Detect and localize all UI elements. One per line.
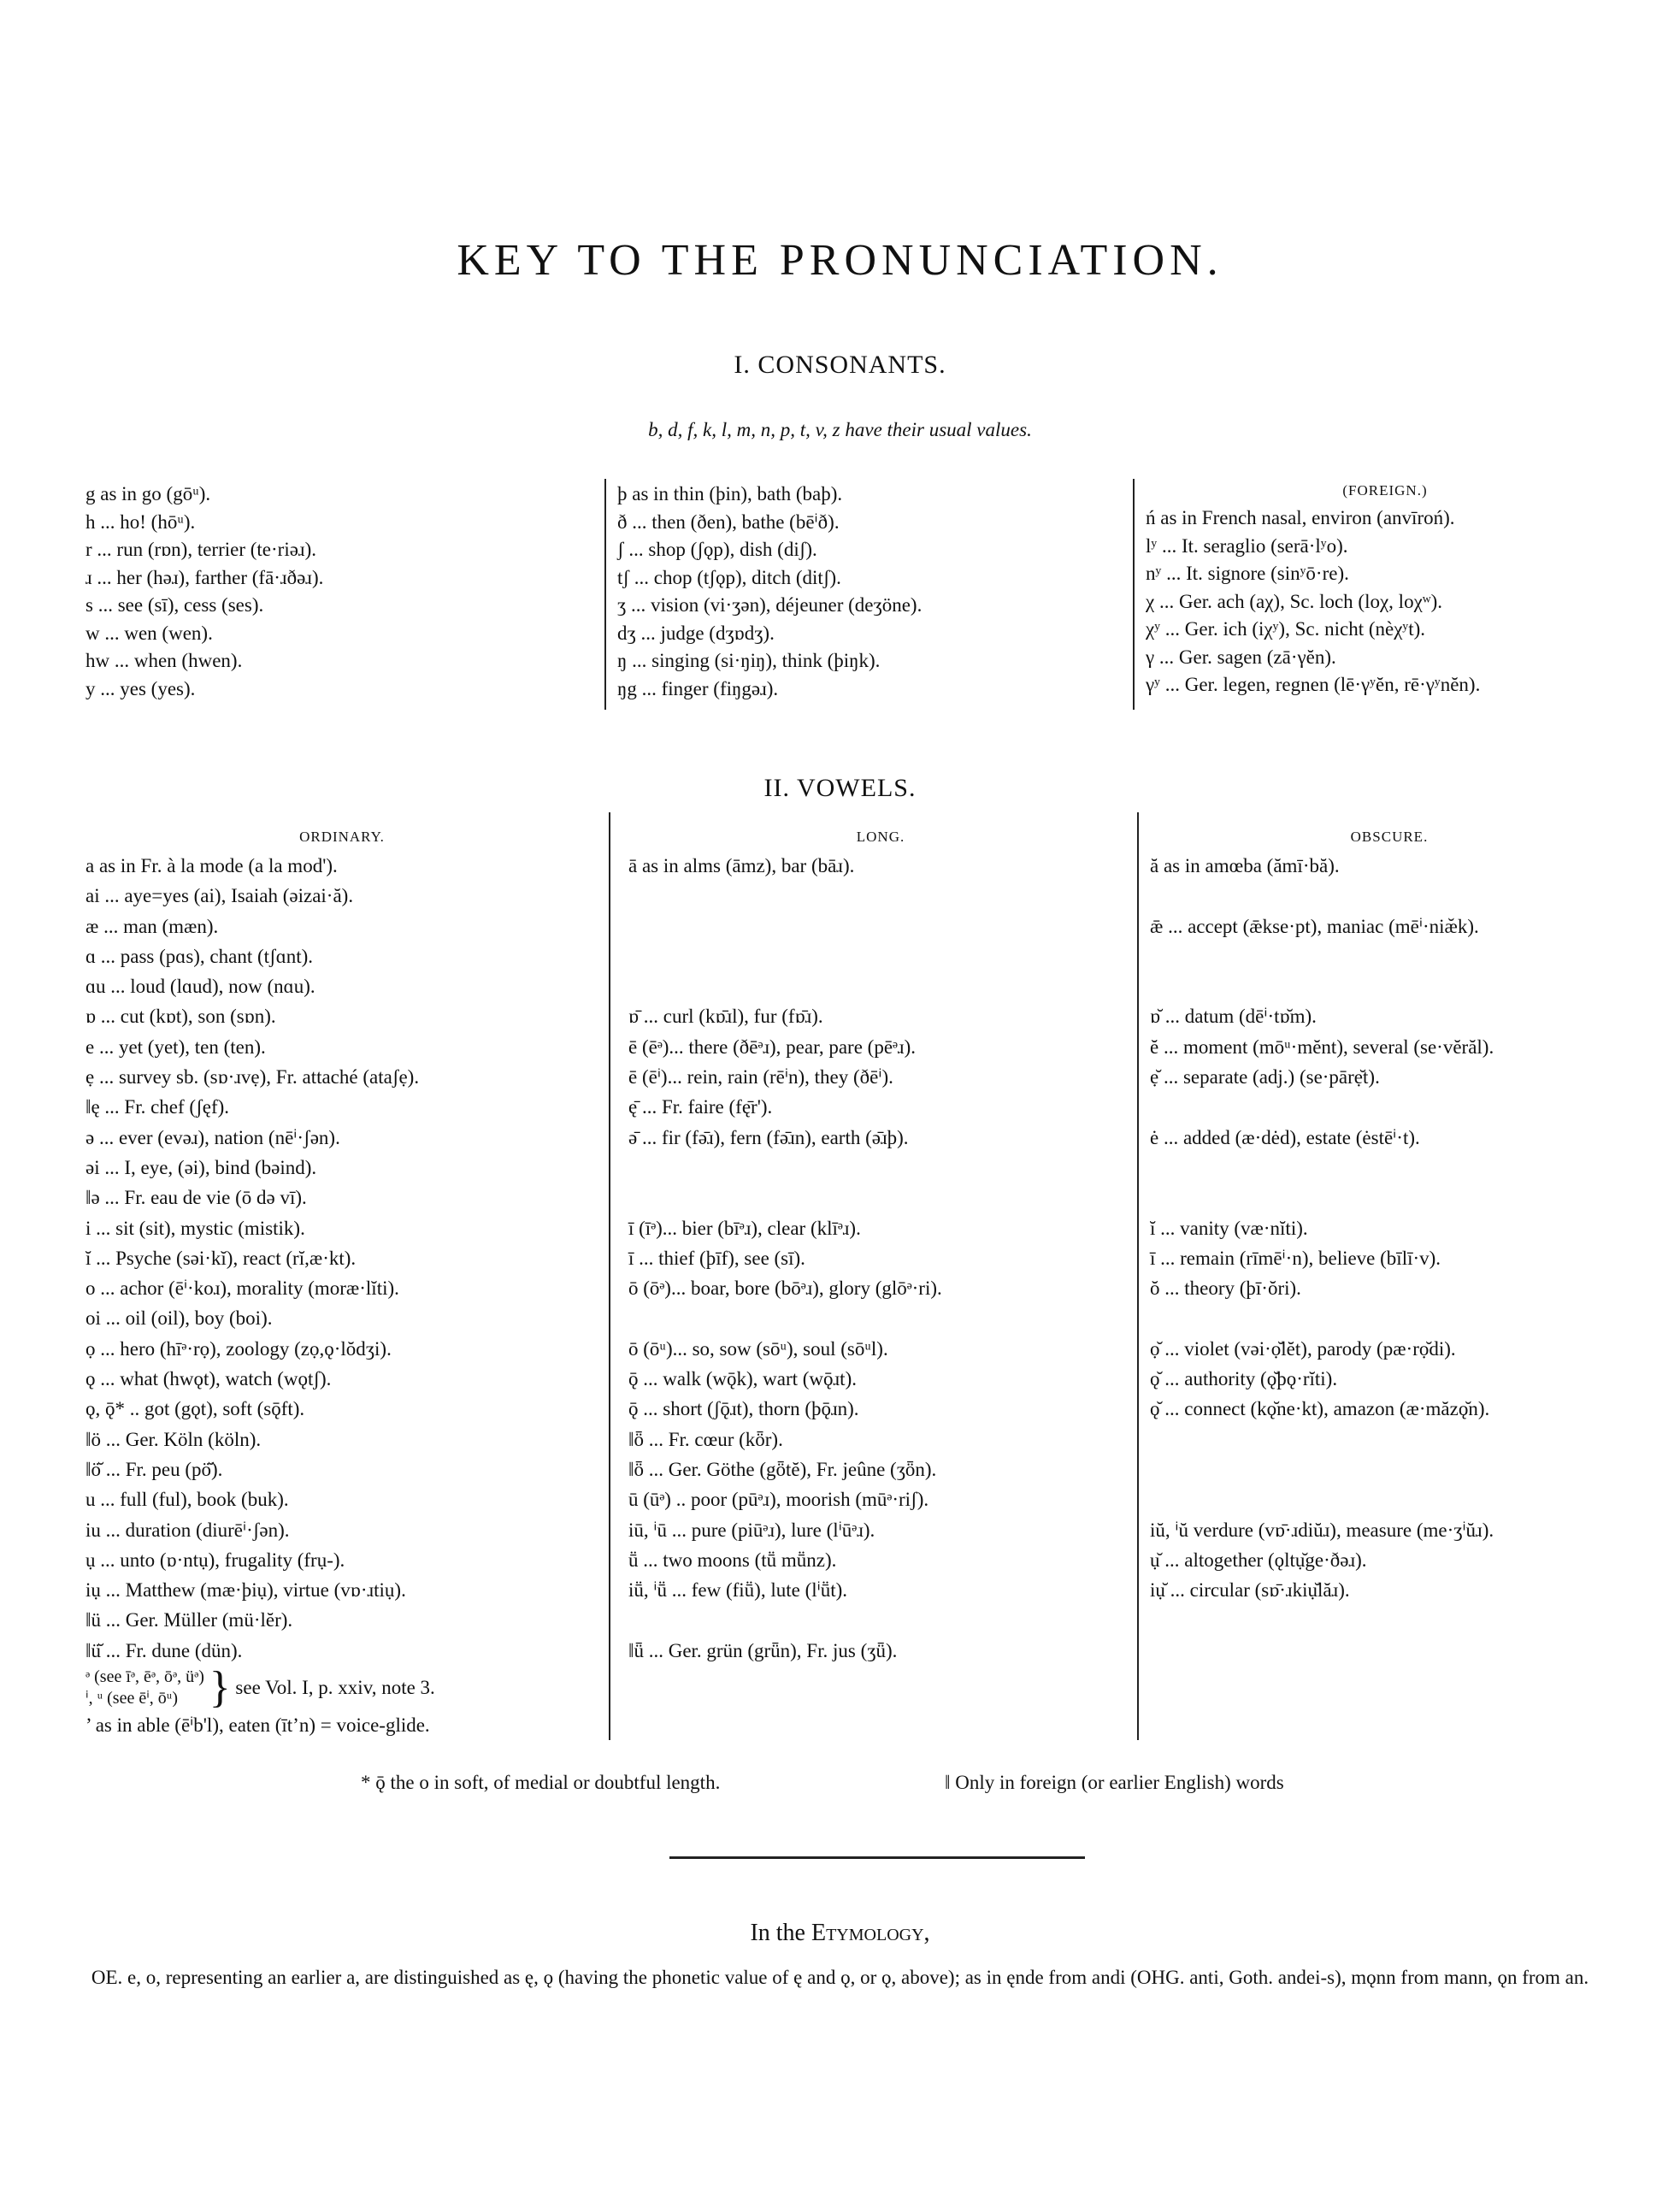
ordinary-vowel-entry: ǫ ... what (hwǫt), watch (wǫtʃ). bbox=[85, 1368, 332, 1390]
obscure-vowel-entry: ụ̆ ... altogether (ǫltụ̆ge·ðəɹ). bbox=[1150, 1549, 1367, 1571]
obscure-vowel-entry: iŭ, ⁱŭ verdure (vɒ̄·ɹdiŭɹ), measure (me·ʒⁱŭɹ). bbox=[1150, 1519, 1494, 1541]
etymology-text: OE. e, o, representing an earlier a, are distinguished as ę, ǫ (having the phonetic value of ę and ǫ, or ǫ, above); as in ęnde from andi (OHG. anti, Goth. andei-s), mǫnn from mann, ǫn from an. bbox=[91, 1967, 1589, 1988]
obscure-vowel-entry: ī ... remain (rīmēⁱ·n), believe (bīlī·v). bbox=[1150, 1247, 1441, 1269]
consonants-column-3 bbox=[1146, 477, 1624, 699]
ordinary-vowel-entry: iu ... duration (diurēⁱ·ʃən). bbox=[85, 1519, 290, 1541]
consonant-entry: ɹ ... her (həɹ), farther (fā·ɹðəɹ). bbox=[85, 566, 324, 588]
long-vowel-entry: ē (ēⁱ)... rein, rain (rēⁱn), they (ðēⁱ). bbox=[628, 1066, 893, 1089]
consonants-column-2 bbox=[617, 481, 1130, 703]
obscure-vowel-entry: ẹ̆ ... separate (adj.) (se·pārẹ̆t). bbox=[1150, 1066, 1380, 1089]
voice-glide-line: ’ as in able (ēⁱb'l), eaten (ītʼn) = voice-glide. bbox=[85, 1714, 430, 1737]
column-divider bbox=[609, 812, 610, 1740]
consonant-entry: ŋg ... finger (fiŋgəɹ). bbox=[617, 677, 779, 699]
long-vowel-entry: ō (ōᵊ)... boar, bore (bōᵊɹ), glory (glōᵊ·ri). bbox=[628, 1277, 942, 1300]
consonant-entry: þ as in thin (þin), bath (baþ). bbox=[617, 483, 843, 504]
page-title: KEY TO THE PRONUNCIATION. bbox=[457, 236, 1223, 285]
obscure-vowel-entry: iụ̆ ... circular (sɒ̄·ɹkiụ̆lăɹ). bbox=[1150, 1579, 1350, 1602]
long-vowel-entry bbox=[628, 1605, 1133, 1635]
ordinary-vowel-entry: ‖ö̆ ... Fr. peu (pö̆). bbox=[85, 1458, 223, 1480]
usual-values-note: b, d, f, k, l, m, n, p, t, v, z have their usual values. bbox=[648, 419, 1032, 440]
obscure-vowel-entry bbox=[1150, 1183, 1629, 1213]
consonant-entry: tʃ ... chop (tʃǫp), ditch (ditʃ). bbox=[617, 566, 841, 588]
foreign-consonant-entry: χʸ ... Ger. ich (iχʸ), Sc. nicht (nèχʸt). bbox=[1146, 618, 1426, 640]
ordinary-vowel-entry: u ... full (ful), book (buk). bbox=[85, 1489, 289, 1511]
long-vowel-entry bbox=[628, 1303, 1133, 1333]
ordinary-vowel-entry: ụ ... unto (ɒ·ntụ), frugality (frụ-). bbox=[85, 1549, 345, 1571]
brace-symbol: } bbox=[209, 1663, 231, 1713]
foreign-consonant-entry: nʸ ... It. signore (sinʸō·re). bbox=[1146, 563, 1349, 584]
ordinary-vowel-entry: a as in Fr. à la mode (a la mod'). bbox=[85, 855, 338, 876]
obscure-vowel-entry bbox=[1150, 1425, 1629, 1454]
foreign-consonant-entry: ń as in French nasal, environ (anvīroń). bbox=[1146, 507, 1455, 528]
ordinary-vowel-entry: ĭ ... Psyche (səi·kĭ), react (rĭ,æ·kt). bbox=[85, 1247, 357, 1269]
long-vowel-entry bbox=[628, 1153, 1133, 1183]
ordinary-vowel-entry: ‖ü ... Ger. Müller (mü·lĕr). bbox=[85, 1609, 293, 1631]
obscure-vowel-entry: ọ̆ ... violet (vəi·ọ̆lĕt), parody (pæ·rọ̆di). bbox=[1150, 1337, 1456, 1360]
glide-note bbox=[85, 1663, 598, 1713]
consonant-entry: g as in go (gōᵘ). bbox=[85, 483, 211, 504]
long-vowel-entry: iū, ⁱū ... pure (piūᵊɹ), lure (lⁱūᵊɹ). bbox=[628, 1519, 875, 1541]
long-vowel-entry: ō (ōᵘ)... so, sow (sōᵘ), soul (sōᵘl). bbox=[628, 1337, 888, 1360]
ordinary-vowel-entry: ‖ə ... Fr. eau de vie (ō də vī). bbox=[85, 1187, 307, 1209]
long-vowel-entry: ‖ǖ ... Ger. grün (grǖn), Fr. jus (ʒǖ). bbox=[628, 1639, 898, 1661]
consonant-entry: dʒ ... judge (dʒɒdʒ). bbox=[617, 622, 775, 644]
obscure-vowel-entry bbox=[1150, 941, 1629, 971]
etymology-heading-main: Etymology, bbox=[811, 1920, 930, 1946]
ordinary-vowel-entry: əi ... I, eye, (əi), bind (bəind). bbox=[85, 1156, 317, 1178]
consonant-entry: hw ... when (hwen). bbox=[85, 650, 243, 671]
long-vowel-entry: ɒ̄ ... curl (kɒ̄ɹl), fur (fɒ̄ɹ). bbox=[628, 1006, 823, 1028]
ordinary-vowel-entry: ə ... ever (evəɹ), nation (nēⁱ·ʃən). bbox=[85, 1126, 340, 1148]
glide-note-line-2: ⁱ, ᵘ (see ēⁱ, ōᵘ) bbox=[85, 1689, 178, 1708]
foreign-consonant-entry: γʸ ... Ger. legen, regnen (lē·γʸĕn, rē·γʸnĕn). bbox=[1146, 674, 1481, 695]
horizontal-rule bbox=[669, 1856, 1085, 1859]
obscure-vowel-entry bbox=[1150, 1636, 1629, 1666]
ordinary-vowel-entry: ‖ö ... Ger. Köln (köln). bbox=[85, 1428, 262, 1450]
etymology-heading bbox=[0, 1920, 1680, 1947]
consonants-column-1 bbox=[85, 481, 581, 703]
long-vowel-entry: ‖ȫ ... Fr. cœur (kȫr). bbox=[628, 1428, 783, 1450]
long-vowel-entry bbox=[628, 881, 1133, 911]
ordinary-heading: ORDINARY. bbox=[299, 829, 385, 845]
long-vowel-entry: ē (ēᵊ)... there (ðēᵊɹ), pear, pare (pēᵊɹ). bbox=[628, 1035, 916, 1058]
obscure-vowel-entry: ĭ ... vanity (væ·nĭti). bbox=[1150, 1217, 1308, 1239]
obscure-vowel-entry bbox=[1150, 1454, 1629, 1484]
consonant-entry: r ... run (rɒn), terrier (te·riəɹ). bbox=[85, 539, 316, 560]
column-divider bbox=[604, 479, 606, 710]
obscure-vowel-entry: ĕ ... moment (mōᵘ·mĕnt), several (se·vĕrăl). bbox=[1150, 1035, 1494, 1058]
obscure-vowel-entry bbox=[1150, 881, 1629, 911]
ordinary-vowel-entry: ɑu ... loud (lɑud), now (nɑu). bbox=[85, 976, 315, 998]
foreign-consonant-entry: lʸ ... It. seraglio (serā·lʸo). bbox=[1146, 534, 1348, 557]
obscure-heading: OBSCURE. bbox=[1350, 829, 1429, 845]
long-vowel-entry bbox=[628, 941, 1133, 971]
consonants-heading: I. CONSONANTS. bbox=[734, 351, 946, 379]
ordinary-vowel-entry: iụ ... Matthew (mæ·þiụ), virtue (vɒ·ɹtiụ). bbox=[85, 1579, 406, 1602]
obscure-vowel-entry: ă as in amœba (ămī·bă). bbox=[1150, 855, 1340, 876]
long-heading: LONG. bbox=[856, 829, 905, 845]
obscure-vowel-entry bbox=[1150, 1092, 1629, 1122]
foreign-consonant-entry: χ ... Ger. ach (aχ), Sc. loch (loχ, loχʷ). bbox=[1146, 590, 1443, 612]
long-vowel-entry: ǭ ... walk (wǭk), wart (wǭɹt). bbox=[628, 1368, 857, 1390]
obscure-vowel-entry: ŏ ... theory (þī·ŏri). bbox=[1150, 1277, 1301, 1300]
ordinary-vowel-entry: e ... yet (yet), ten (ten). bbox=[85, 1035, 266, 1058]
foreign-consonant-entry: γ ... Ger. sagen (zā·γĕn). bbox=[1146, 646, 1336, 668]
footnote-star: * ǭ the o in soft, of medial or doubtful length. bbox=[361, 1772, 721, 1793]
long-vowel-entry: iṻ, ⁱṻ ... few (fiṻ), lute (lⁱṻt). bbox=[628, 1579, 848, 1602]
long-vowel-entry: ę̄ ... Fr. faire (fę̄r'). bbox=[628, 1096, 773, 1118]
long-vowel-entry: ‖ȫ ... Ger. Göthe (gȫtĕ), Fr. jeûne (ʒȫn). bbox=[628, 1458, 937, 1480]
ordinary-vowel-entry: oi ... oil (oil), boy (boi). bbox=[85, 1307, 273, 1330]
etymology-heading-prefix: In the bbox=[750, 1920, 811, 1946]
ordinary-vowel-entry: ‖ę ... Fr. chef (ʃęf). bbox=[85, 1096, 230, 1118]
ordinary-vowel-entry: ọ ... hero (hīᵊ·rọ), zoology (zọ,ǫ·lŏdʒi). bbox=[85, 1337, 392, 1360]
long-vowel-entry: ī ... thief (þīf), see (sī). bbox=[628, 1247, 805, 1269]
ordinary-vowel-entry: i ... sit (sit), mystic (mistik). bbox=[85, 1217, 305, 1239]
glide-note-line-1: ᵊ (see īᵊ, ēᵊ, ōᵊ, üᵊ) bbox=[85, 1667, 204, 1687]
obscure-vowel-entry bbox=[1150, 1605, 1629, 1635]
obscure-vowel-entry bbox=[1150, 1153, 1629, 1183]
consonant-entry: ŋ ... singing (si·ŋiŋ), think (þiŋk). bbox=[617, 650, 881, 671]
long-vowel-entry bbox=[628, 1183, 1133, 1213]
vowels-obscure-column bbox=[1150, 823, 1629, 1666]
consonant-entry: h ... ho! (hōᵘ). bbox=[85, 510, 196, 533]
consonant-entry: w ... wen (wen). bbox=[85, 622, 213, 644]
foreign-heading: (FOREIGN.) bbox=[1342, 482, 1428, 499]
vowels-ordinary-column bbox=[85, 823, 598, 1740]
obscure-vowel-entry: ǫ̆ ... connect (kǫ̆ne·kt), amazon (æ·măzǫ̆n). bbox=[1150, 1398, 1490, 1420]
ordinary-vowel-entry: ɑ ... pass (pɑs), chant (tʃɑnt). bbox=[85, 945, 314, 967]
consonant-entry: ʃ ... shop (ʃǫp), dish (diʃ). bbox=[617, 539, 817, 560]
long-vowel-entry bbox=[628, 971, 1133, 1001]
long-vowel-entry: ǭ ... short (ʃǭɹt), thorn (þǭɹn). bbox=[628, 1398, 859, 1420]
long-vowel-entry: ə̄ ... fir (fə̄ɹ), fern (fə̄ɹn), earth (ə̄ɹþ). bbox=[628, 1126, 909, 1148]
obscure-vowel-entry: ɒ̆ ... datum (dēⁱ·tɒ̆m). bbox=[1150, 1006, 1317, 1028]
long-vowel-entry: ī (īᵊ)... bier (bīᵊɹ), clear (klīᵊɹ). bbox=[628, 1217, 861, 1239]
ordinary-vowel-entry: o ... achor (ēⁱ·koɹ), morality (moræ·lĭti). bbox=[85, 1277, 399, 1300]
consonant-entry: y ... yes (yes). bbox=[85, 677, 196, 699]
glide-note-reference: see Vol. I, p. xxiv, note 3. bbox=[235, 1677, 435, 1699]
obscure-vowel-entry: ė ... added (æ·dėd), estate (ėstēⁱ·t). bbox=[1150, 1126, 1420, 1148]
obscure-vowel-entry bbox=[1150, 1484, 1629, 1514]
obscure-vowel-entry bbox=[1150, 971, 1629, 1001]
consonant-entry: ʒ ... vision (vi·ʒən), déjeuner (deʒöne). bbox=[617, 594, 923, 616]
long-vowel-entry: ṻ ... two moons (tṻ mṻnz). bbox=[628, 1549, 837, 1571]
long-vowel-entry: ū (ūᵊ) .. poor (pūᵊɹ), moorish (mūᵊ·riʃ). bbox=[628, 1489, 929, 1511]
column-divider bbox=[1137, 812, 1139, 1740]
long-vowel-entry bbox=[628, 912, 1133, 941]
obscure-vowel-entry: ǣ ... accept (ǣkse·pt), maniac (mēⁱ·niæ̆k). bbox=[1150, 915, 1479, 937]
consonant-entry: ð ... then (ðen), bathe (bēⁱð). bbox=[617, 510, 840, 533]
column-divider bbox=[1133, 479, 1135, 710]
obscure-vowel-entry: ǫ̆ ... authority (ǫ̆þǫ·rĭti). bbox=[1150, 1368, 1338, 1390]
ordinary-vowel-entry: æ ... man (mæn). bbox=[85, 915, 219, 937]
vowels-long-column bbox=[628, 823, 1133, 1666]
ordinary-vowel-entry: ǫ, ǭ* .. got (gǫt), soft (sǭft). bbox=[85, 1398, 305, 1420]
vowels-heading: II. VOWELS. bbox=[763, 774, 917, 802]
long-vowel-entry: ā as in alms (āmz), bar (bāɹ). bbox=[628, 855, 855, 876]
ordinary-vowel-entry: ‖ü̆ ... Fr. dune (dün). bbox=[85, 1639, 243, 1661]
ordinary-vowel-entry: ẹ ... survey sb. (sɒ·ɹvẹ), Fr. attaché (ataʃẹ). bbox=[85, 1066, 420, 1089]
consonant-entry: s ... see (sī), cess (ses). bbox=[85, 594, 264, 616]
obscure-vowel-entry bbox=[1150, 1303, 1629, 1333]
footnote-parallel: ‖ Only in foreign (or earlier English) words bbox=[945, 1772, 1284, 1793]
ordinary-vowel-entry: ɒ ... cut (kɒt), son (sɒn). bbox=[85, 1006, 276, 1028]
ordinary-vowel-entry: ai ... aye=yes (ai), Isaiah (əizai·ă). bbox=[85, 885, 354, 907]
